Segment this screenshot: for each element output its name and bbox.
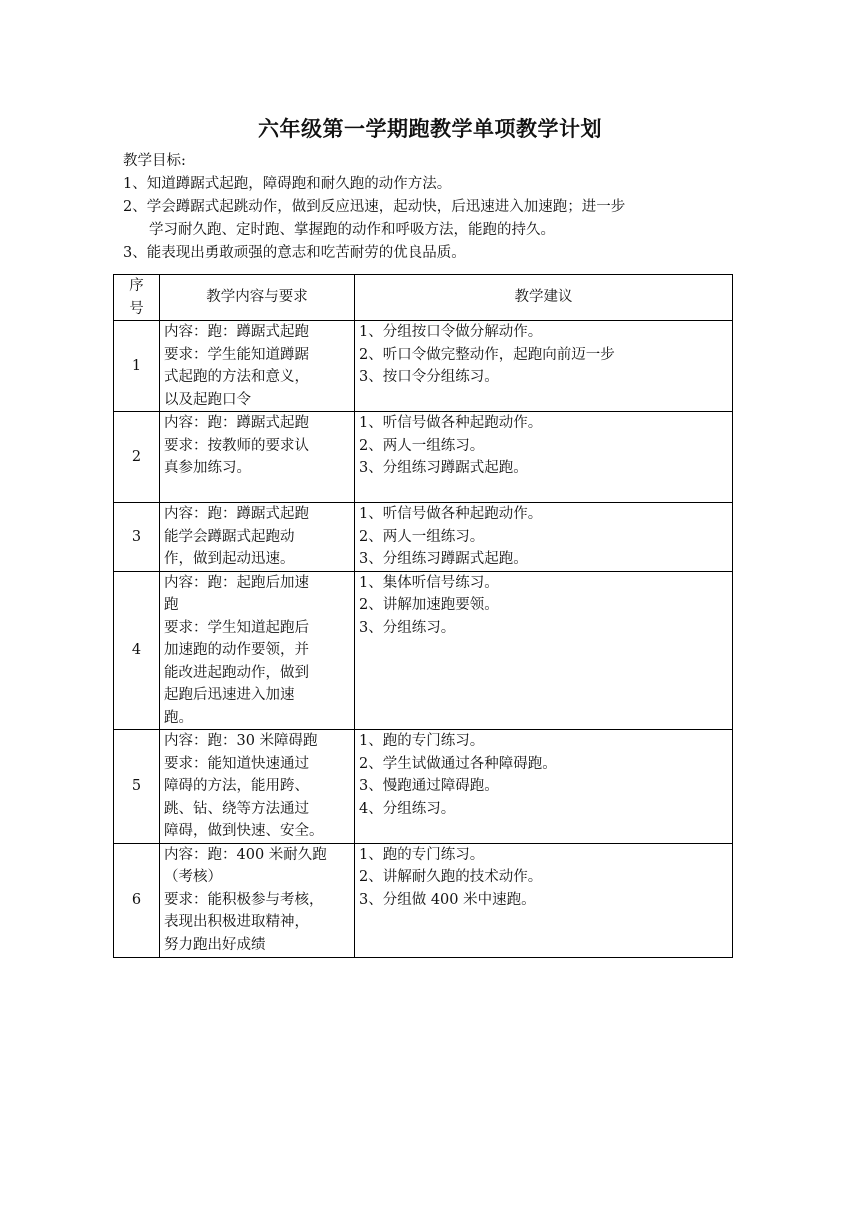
- suggestion-line: 3、慢跑通过障碍跑。: [359, 778, 499, 794]
- header-number-line1: 序: [129, 278, 144, 294]
- suggestion-line: 2、讲解加速跑要领。: [359, 597, 499, 613]
- row-number: 3: [114, 503, 160, 572]
- content-line: 作，做到起动迅速。: [164, 551, 295, 567]
- suggestion-line: 2、学生试做通过各种障碍跑。: [359, 755, 557, 772]
- suggestion-line: 1、分组按口令做分解动作。: [359, 324, 543, 340]
- row-suggestions: [355, 321, 733, 412]
- suggestion-line: 4、分组练习。: [359, 800, 456, 817]
- content-line: 跳、钻、绕等方法通过: [164, 800, 309, 817]
- teaching-plan-table: [113, 274, 733, 958]
- suggestion-line: 3、按口令分组练习。: [359, 369, 499, 385]
- row-content: [160, 843, 355, 957]
- header-number: [114, 275, 160, 321]
- suggestion-line: 1、跑的专门练习。: [359, 846, 485, 863]
- suggestion-line: 2、听口令做完整动作，起跑向前迈一步: [359, 346, 615, 363]
- content-line: 能改进起跑动作，做到: [164, 664, 309, 681]
- content-line: 内容：跑：蹲踞式起跑: [164, 415, 309, 431]
- content-line: 要求：学生能知道蹲踞: [164, 346, 309, 363]
- header-number-line2: 号: [129, 300, 144, 317]
- goal-item-2: 2、学会蹲踞式起跳动作，做到反应迅速，起动快，后迅速进入加速跑；进一步: [123, 199, 626, 215]
- suggestion-line: 1、听信号做各种起跑动作。: [359, 506, 543, 522]
- row-suggestions: [355, 503, 733, 572]
- content-line: 以及起跑口令: [164, 391, 251, 408]
- suggestion-line: 1、集体听信号练习。: [359, 574, 499, 591]
- content-line: 内容：跑：起跑后加速: [164, 574, 309, 591]
- row-suggestions: [355, 571, 733, 730]
- table-row: [114, 730, 733, 844]
- row-number: 4: [114, 571, 160, 730]
- content-line: 障碍，做到快速、安全。: [164, 823, 324, 839]
- row-number: 6: [114, 843, 160, 957]
- row-content: [160, 730, 355, 844]
- suggestion-line: 2、讲解耐久跑的技术动作。: [359, 869, 543, 885]
- document-title: 六年级第一学期跑教学单项教学计划: [258, 116, 602, 141]
- row-content: [160, 412, 355, 503]
- content-line: 障碍的方法，能用跨、: [164, 778, 309, 794]
- table-row: [114, 571, 733, 730]
- content-line: 要求：能积极参与考核，: [164, 891, 324, 908]
- content-line: 加速跑的动作要领，并: [164, 642, 309, 658]
- suggestion-line: 3、分组练习蹲踞式起跑。: [359, 460, 528, 476]
- table-header-row: [114, 275, 733, 321]
- content-line: 起跑后迅速进入加速: [164, 687, 295, 703]
- row-number: 2: [114, 412, 160, 503]
- row-number: 1: [114, 321, 160, 412]
- content-line: 内容：跑：30 米障碍跑: [164, 733, 318, 749]
- content-line: 跑。: [164, 709, 193, 726]
- table-row: [114, 412, 733, 503]
- content-line: 要求：学生知道起跑后: [164, 619, 309, 636]
- table-row: [114, 321, 733, 412]
- content-line: 努力跑出好成绩: [164, 936, 266, 953]
- goal-item-2-continued: 学习耐久跑、定时跑、掌握跑的动作和呼吸方法，能跑的持久。: [149, 222, 555, 238]
- row-content: [160, 321, 355, 412]
- content-line: 式起跑的方法和意义，: [164, 369, 309, 385]
- content-line: 内容：跑：400 米耐久跑: [164, 846, 327, 863]
- suggestion-line: 3、分组练习。: [359, 619, 456, 636]
- row-number: 5: [114, 730, 160, 844]
- header-suggestion: 教学建议: [355, 275, 733, 321]
- content-line: 表现出积极进取精神，: [164, 914, 309, 930]
- row-suggestions: [355, 843, 733, 957]
- content-line: 跑: [164, 597, 179, 613]
- teaching-goals: [123, 150, 743, 265]
- content-line: 内容：跑：蹲踞式起跑: [164, 324, 309, 340]
- goal-item-3: 3、能表现出勇敢顽强的意志和吃苦耐劳的优良品质。: [123, 245, 466, 261]
- goals-heading: 教学目标:: [123, 153, 186, 169]
- suggestion-line: 2、两人一组练习。: [359, 437, 485, 454]
- row-suggestions: [355, 730, 733, 844]
- suggestion-line: 1、听信号做各种起跑动作。: [359, 415, 543, 431]
- suggestion-line: 1、跑的专门练习。: [359, 733, 485, 749]
- table-row: [114, 503, 733, 572]
- suggestion-line: 2、两人一组练习。: [359, 528, 485, 545]
- content-line: 要求：能知道快速通过: [164, 755, 309, 772]
- header-content: 教学内容与要求: [160, 275, 355, 321]
- row-content: [160, 571, 355, 730]
- content-line: 内容：跑：蹲踞式起跑: [164, 506, 309, 522]
- content-line: 能学会蹲踞式起跑动: [164, 528, 295, 545]
- goal-item-1: 1、知道蹲踞式起跑，障碍跑和耐久跑的动作方法。: [123, 176, 452, 192]
- content-line: （考核）: [164, 869, 222, 885]
- content-line: 真参加练习。: [164, 460, 251, 476]
- table-row: [114, 843, 733, 957]
- suggestion-line: 3、分组做 400 米中速跑。: [359, 891, 536, 908]
- suggestion-line: 3、分组练习蹲踞式起跑。: [359, 551, 528, 567]
- content-line: 要求：按教师的要求认: [164, 437, 309, 454]
- row-suggestions: [355, 412, 733, 503]
- row-content: [160, 503, 355, 572]
